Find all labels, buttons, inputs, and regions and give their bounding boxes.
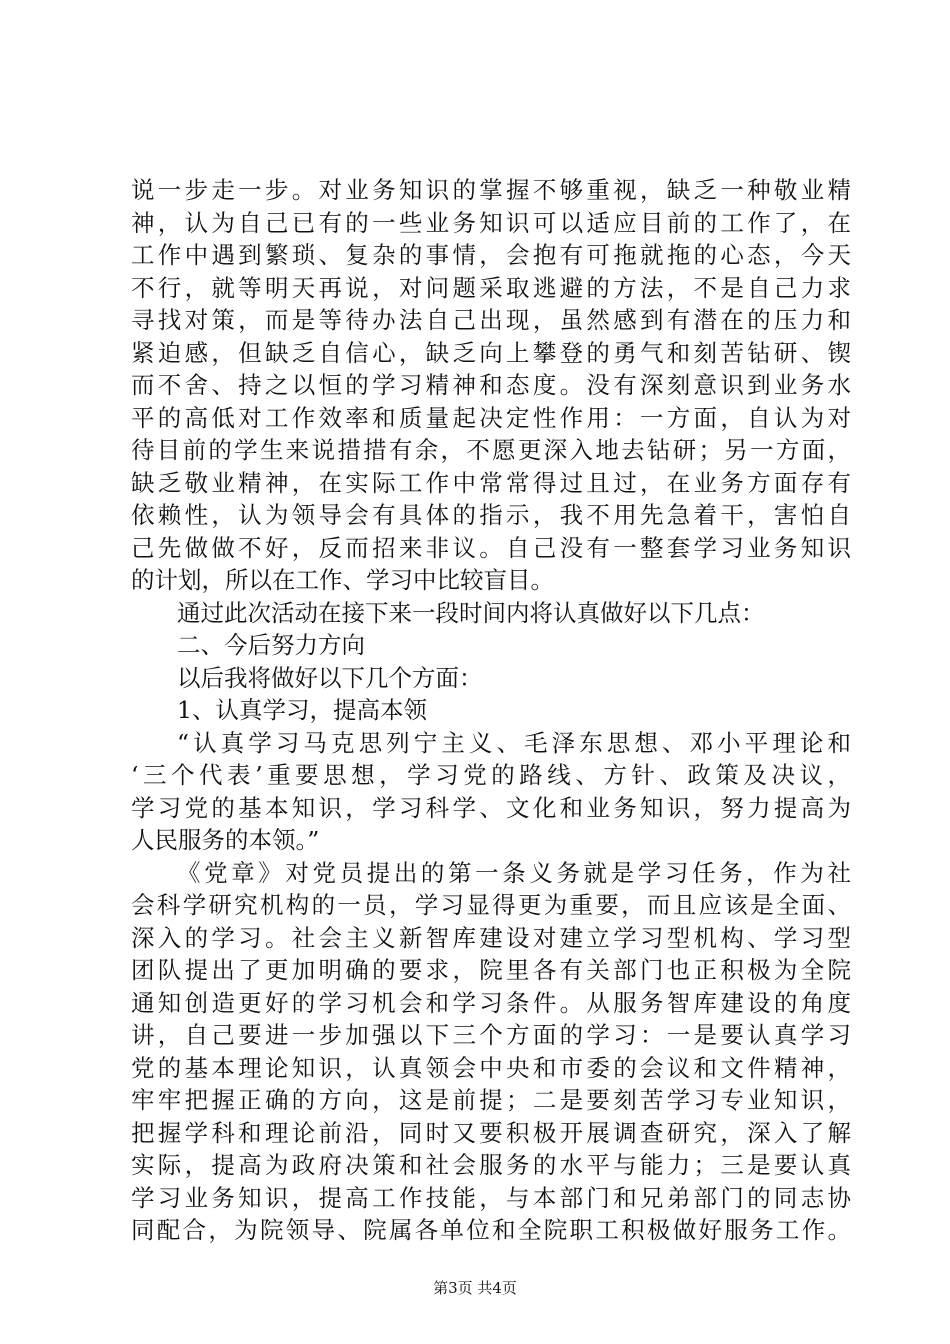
text-line: 二、今后努力方向: [177, 631, 365, 659]
text-line: 学习党的基本知识，学习科学、文化和业务知识，努力提高为: [131, 793, 851, 822]
text-line: 神，认为自己已有的一些业务知识可以适应目前的工作了，在: [131, 208, 851, 237]
text-line: ‘三个代表’重要思想，学习党的路线、方针、政策及决议，: [131, 761, 851, 789]
text-line: 的计划，所以在工作、学习中比较盲目。: [131, 566, 554, 594]
text-line: 平的高低对工作效率和质量起决定性作用：一方面，自认为对: [131, 403, 851, 432]
text-line: 缺乏敬业精神，在实际工作中常常得过且过，在业务方面存有: [131, 468, 851, 497]
text-line: 己先做做不好，反而招来非议。自己没有一整套学习业务知识: [131, 533, 851, 562]
text-line: 《党章》对党员提出的第一条义务就是学习任务，作为社: [177, 858, 851, 887]
text-line: 工作中遇到繁琐、复杂的事情，会抱有可拖就拖的心态，今天: [131, 241, 851, 269]
text-line: 待目前的学生来说措措有余，不愿更深入地去钻研；另一方面，: [131, 436, 851, 464]
text-line: 会科学研究机构的一员，学习显得更为重要，而且应该是全面、: [131, 891, 851, 919]
document-body: [131, 174, 851, 1247]
text-line: 同配合，为院领导、院属各单位和全院职工积极做好服务工作。: [131, 1216, 851, 1244]
text-line: 寻找对策，而是等待办法自己出现，虽然感到有潜在的压力和: [131, 306, 851, 334]
text-line: 深入的学习。社会主义新智库建设对建立学习型机构、学习型: [131, 923, 851, 952]
text-line: 实际，提高为政府决策和社会服务的水平与能力；三是要认真: [131, 1151, 851, 1179]
text-line: 讲，自己要进一步加强以下三个方面的学习：一是要认真学习: [131, 1021, 851, 1049]
text-line: 1、认真学习，提高本领: [177, 696, 427, 724]
text-line: 紧迫感，但缺乏自信心，缺乏向上攀登的勇气和刻苦钻研、锲: [131, 338, 851, 367]
page-footer: 第3页 共4页: [433, 1279, 517, 1297]
text-line: 通知创造更好的学习机会和学习条件。从服务智库建设的角度: [131, 988, 851, 1017]
text-line: 团队提出了更加明确的要求，院里各有关部门也正积极为全院: [131, 956, 851, 984]
text-line: 把握学科和理论前沿，同时又要积极开展调查研究，深入了解: [131, 1118, 851, 1147]
text-line: 牢牢把握正确的方向，这是前提；二是要刻苦学习专业知识，: [131, 1086, 851, 1114]
text-line: 而不舍、持之以恒的学习精神和态度。没有深刻意识到业务水: [131, 371, 851, 399]
text-line: 以后我将做好以下几个方面：: [177, 663, 483, 692]
text-line: “认真学习马克思列宁主义、毛泽东思想、邓小平理论和: [177, 728, 851, 757]
text-line: 依赖性，认为领导会有具体的指示，我不用先急着干，害怕自: [131, 501, 851, 529]
text-line: 人民服务的本领。”: [131, 826, 320, 854]
text-line: 学习业务知识，提高工作技能，与本部门和兄弟部门的同志协: [131, 1183, 851, 1212]
text-line: 党的基本理论知识，认真领会中央和市委的会议和文件精神，: [131, 1053, 851, 1082]
text-line: 不行，就等明天再说，对问题采取逃避的方法，不是自己力求: [131, 273, 851, 302]
text-line: 说一步走一步。对业务知识的掌握不够重视，缺乏一种敬业精: [131, 176, 851, 204]
text-line: 通过此次活动在接下来一段时间内将认真做好以下几点：: [177, 598, 765, 627]
